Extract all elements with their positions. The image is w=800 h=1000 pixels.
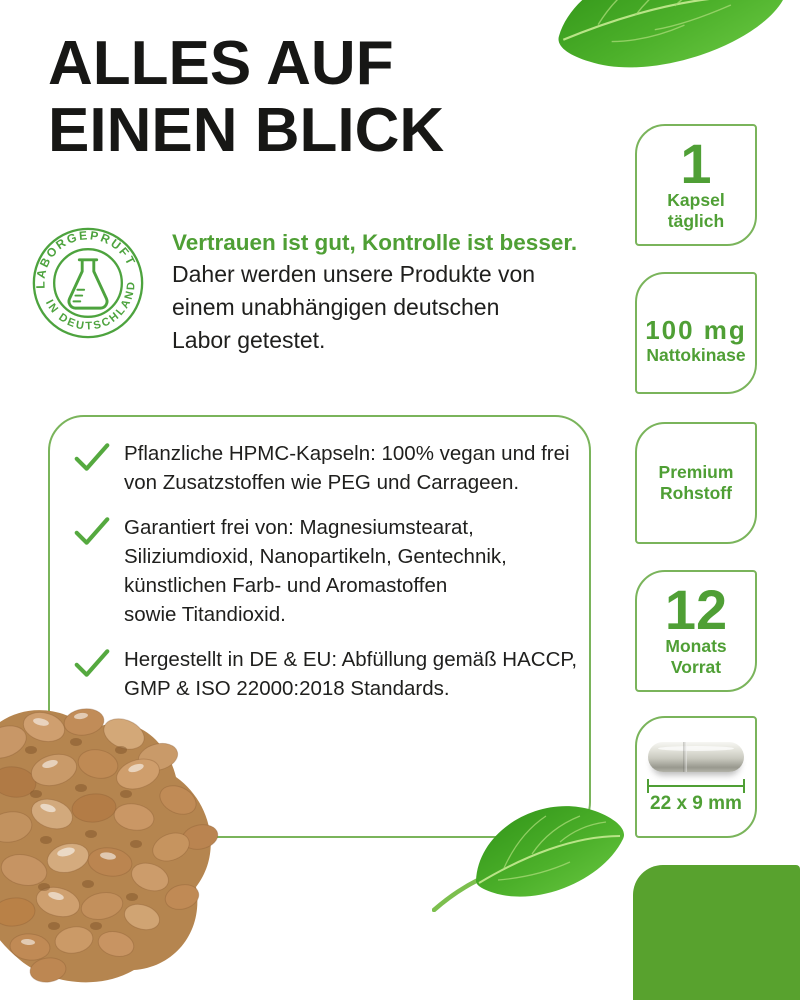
badge-label: Nattokinase: [646, 344, 746, 365]
lab-tested-stamp: [30, 225, 146, 341]
check-icon: [74, 441, 110, 473]
check-icon: [74, 647, 110, 679]
natto-beans-image: [0, 682, 246, 1000]
checklist-item-text: Hergestellt in DE & EU: Abfüllung gemäß HACCP, GMP & ISO 22000:2018 Standards.: [124, 648, 578, 700]
page-title-line1: ALLES AUF: [48, 29, 394, 98]
badge-label: Kapsel: [667, 190, 725, 210]
green-accent-panel: [633, 865, 800, 1000]
check-icon: [74, 515, 110, 547]
intro-text-block: [172, 228, 622, 357]
checklist-item-text: Garantiert frei von: Magnesiumstearat, Siliziumdioxid, Nanopartikeln, Gentechnik, künstlichen Farb- und Aromastoffen sowie Titandioxid.: [124, 516, 507, 626]
badge-dosage: [635, 124, 757, 246]
badge-label: Vorrat: [670, 657, 722, 677]
badge-value: 100 mg: [645, 314, 747, 345]
page-title-line2: EINEN BLICK: [48, 96, 445, 165]
capsule-dimensions-label: 22 x 9 mm: [650, 792, 742, 814]
page-title: [48, 30, 444, 164]
stamp-arc-bottom: IN DEUTSCHLAND: [43, 279, 138, 333]
badge-amount: [635, 272, 757, 394]
badge-value: 1: [680, 132, 712, 195]
badge-supply: [635, 570, 757, 692]
badge-value: 12: [664, 578, 728, 641]
badge-label: Premium: [658, 462, 734, 482]
stamp-arc-top: LABORGEPRÜFT: [33, 228, 139, 289]
badge-label: Rohstoff: [660, 483, 732, 503]
intro-line: Daher werden unsere Produkte von: [172, 261, 536, 287]
badge-quality: [635, 422, 757, 544]
checklist-item: [74, 439, 570, 497]
flask-icon: [69, 260, 107, 308]
checklist-item-text: Pflanzliche HPMC-Kapseln: 100% vegan und frei von Zusatzstoffen wie PEG und Carrageen.: [124, 442, 570, 494]
leaf-image-top-right: [550, 0, 798, 91]
intro-highlight: Vertrauen ist gut, Kontrolle ist besser.: [172, 230, 578, 255]
capsule-image: [648, 742, 744, 772]
badge-label: täglich: [667, 211, 725, 231]
badge-label: Monats: [665, 636, 727, 656]
measurement-line: [647, 785, 745, 787]
intro-line: einem unabhängigen deutschen: [172, 294, 500, 320]
badge-capsule-size: [635, 716, 757, 838]
leaf-image-bottom: [432, 784, 628, 917]
intro-line: Labor getestet.: [172, 327, 326, 353]
checklist-item: [74, 513, 507, 629]
